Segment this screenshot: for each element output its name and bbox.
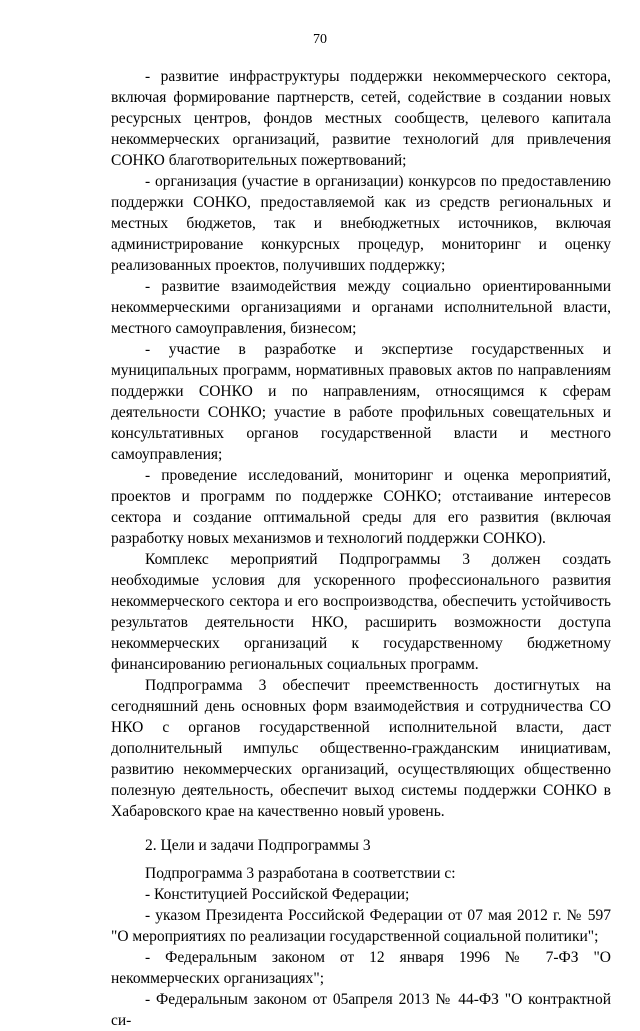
list-item-expertise: - участие в разработке и экспертизе государственных и муниципальных программ, нормативных правовых актов по направлениям поддержки СОНКО и по направлениям, относящимся к сферам деятельности СОНКО; участие в работе профильных совещательных и консультативных органов государственной власти и местного самоуправления; bbox=[111, 341, 611, 463]
paragraph-continuity: Подпрограмма 3 обеспечит преемственность достигнутых на сегодняшний день основных форм взаимодействия и сотрудничества СО НКО с органов государственной исполнительной власти, даст дополнительный импульс общественно-гражданским инициативам, развитию некоммерческих организаций, осуществляющих общественно полезную деятельность, обеспечит выход системы поддержки СОНКО в Хабаровского крае на качественно новый уровень. bbox=[111, 677, 611, 820]
list-item-contests: - организация (участие в организации) конкурсов по предоставлению поддержки СОНКО, предоставляемой как из средств региональных и местных бюджетов, так и внебюджетных источников, включая администрирование конкурсных процедур, мониторинг и оценку реализованных проектов, получивших поддержку; bbox=[111, 173, 611, 274]
list-item-law-nko: - Федеральным законом от 12 января 1996 № 7-ФЗ "О некоммерческих организациях"; bbox=[111, 949, 611, 987]
paragraph-complex: Комплекс мероприятий Подпрограммы 3 должен создать необходимые условия для ускоренного профессионального развития некоммерческого сектора и его воспроизводства, обеспечить устойчивость результатов деятельности НКО, расширить возможности доступа некоммерческих организаций к государственному бюджетному финансированию региональных социальных программ. bbox=[111, 551, 611, 673]
list-item-decree: - указом Президента Российской Федерации от 07 мая 2012 г. № 597 "О мероприятиях по реализации государственной социальной политики"; bbox=[111, 907, 611, 945]
list-item-constitution: - Конституцией Российской Федерации; bbox=[145, 886, 410, 903]
list-item-interaction: - развитие взаимодействия между социально ориентированными некоммерческими организациями и органами исполнительной власти, местного самоуправления, бизнесом; bbox=[111, 278, 611, 337]
list-item-research: - проведение исследований, мониторинг и оценка мероприятий, проектов и программ по поддержке СОНКО; отстаивание интересов сектора и создание оптимальной среды для его развития (включая разработку новых механизмов и технологий поддержки СОНКО). bbox=[111, 467, 611, 547]
list-item-law-contract: - Федеральным законом от 05апреля 2013 № 44-ФЗ "О контрактной си- bbox=[111, 991, 611, 1029]
section-heading: 2. Цели и задачи Подпрограммы 3 bbox=[145, 837, 371, 854]
list-item-infrastructure: - развитие инфраструктуры поддержки некоммерческого сектора, включая формирование партнерств, сетей, содействие в создании новых ресурсных центров, фондов местных сообществ, целевого капитала некоммерческих организаций, развитие технологий для привлечения СОНКО благотворительных пожертвований; bbox=[111, 68, 611, 169]
paragraph-basis: Подпрограмма 3 разработана в соответствии с: bbox=[145, 865, 456, 882]
page-number: 70 bbox=[313, 32, 327, 47]
document-body bbox=[111, 66, 611, 1031]
